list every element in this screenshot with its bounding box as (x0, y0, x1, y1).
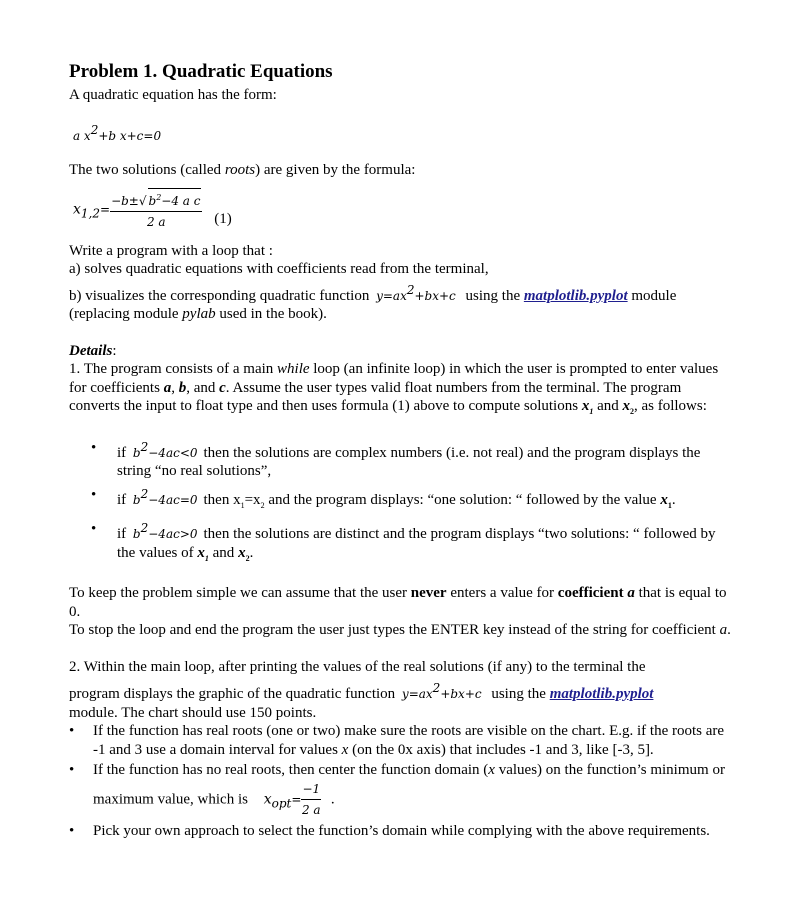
details-label: Details (69, 342, 113, 359)
eq-a: a (73, 128, 81, 143)
p2-func-eq: = (408, 687, 419, 701)
case-1-eqx: =x (244, 491, 261, 508)
p2-func-rest: +bx+c (440, 687, 482, 701)
case-2-if: if (117, 526, 127, 542)
case-1-s1: 1 (240, 500, 245, 510)
case-1-post: and the program displays: “one solution: “ followed by the value (264, 491, 661, 508)
formula-num-pre: −b±√ (111, 193, 147, 208)
simple-never: never (410, 585, 447, 601)
roots-intro-post: ) are given by the formula: (255, 162, 416, 178)
case-1-s2: 2 (260, 500, 265, 510)
case-1-cond: −4ac=0 (148, 492, 198, 507)
func-sq: 2 (406, 282, 415, 297)
intro-text: A quadratic equation has the form: (69, 87, 277, 103)
xopt-fraction (301, 780, 321, 820)
simple-coef-a: a (627, 585, 635, 601)
p1-x2-sub: 2 (629, 407, 634, 416)
case-1-xv: x (660, 491, 668, 508)
bullet-1-pre: If the function has no real roots, then center the function domain ( (93, 762, 489, 778)
case-0-b: b (132, 445, 141, 460)
p1-end: , as follows: (633, 398, 707, 414)
eq-zero: 0 (153, 128, 162, 143)
formula-lhs: x (73, 200, 81, 217)
simple-c: that is equal to 0. (69, 585, 727, 620)
case-zero (117, 485, 734, 516)
p1-x1: x (581, 398, 590, 414)
part2-func-math (402, 679, 482, 704)
xopt-num: −1 (301, 780, 321, 801)
func-y: y (376, 288, 383, 303)
case-2-xb-sub: 2 (245, 553, 250, 563)
case-0-if: if (117, 444, 127, 461)
func-ax: ax (392, 288, 407, 303)
p2-func-ax: ax (418, 687, 433, 701)
p1-coef-b: b (178, 379, 187, 396)
task-func-math (376, 281, 456, 306)
xopt-sub: opt (271, 795, 292, 810)
case-1-pre: then x (203, 491, 241, 508)
case-positive (117, 519, 734, 568)
func-eq: = (382, 288, 393, 303)
case-2-dot: . (249, 544, 254, 561)
roots-word: roots (224, 162, 256, 178)
case-1-b: b (132, 492, 141, 507)
bullet-own-approach: • Pick your own approach to select the function’s domain while complying with the above requirements. (93, 822, 734, 841)
details-heading (69, 342, 734, 361)
formula-rad-b: b (148, 193, 157, 208)
part2-line-2 (69, 679, 734, 704)
p1-comma2: , and (186, 379, 220, 396)
formula-fraction (110, 188, 202, 232)
formula-radical (148, 188, 202, 211)
case-2-xa-sub: 1 (204, 553, 209, 563)
formula-rad-post: −4 a c (161, 193, 201, 208)
p1-x2: x (622, 398, 630, 414)
case-2-and: and (208, 544, 239, 561)
simple-coef: coefficient (557, 585, 628, 601)
case-0-sq: 2 (140, 439, 149, 454)
document-page (69, 61, 734, 842)
eq-equals: = (143, 128, 154, 143)
task-line-3-pre: b) visualizes the corresponding quadratic function (69, 287, 370, 304)
part2-line-3: module. The chart should use 150 points. (69, 704, 317, 721)
formula-denominator: 2 a (146, 215, 166, 229)
case-negative (117, 438, 734, 481)
p1-c: . Assume the user types valid float numbers from the terminal. The program converts the input to float type and then uses formula (1) above to compute solutions (69, 379, 682, 414)
part2-using: using the (491, 686, 546, 702)
eq-x: x (83, 128, 91, 143)
bullet-0-post: (on the 0x axis) that includes -1 and 3, like [-3, 5]. (348, 741, 654, 758)
case-2-xb: x (238, 544, 246, 561)
task-line-4 (69, 305, 734, 324)
xopt-x: x (263, 790, 272, 807)
task-line-2: a) solves quadratic equations with coefficients read from the terminal, (69, 261, 489, 277)
case-2-sq: 2 (140, 521, 149, 535)
p1-comma1: , (171, 379, 179, 396)
task-module: module (631, 287, 677, 304)
case-2-pre: then the solutions are distinct and the program displays “two solutions: “ followed by the values of (117, 526, 716, 561)
case-2-cond: −4ac>0 (148, 527, 198, 541)
domain-bullets (69, 722, 734, 840)
formula-number: (1) (214, 210, 232, 227)
pylab-word: pylab (182, 306, 216, 322)
eq-plus1: + (98, 128, 109, 143)
case-0-text: then the solutions are complex numbers (i.e. not real) and the program displays the string “no real solutions”, (117, 444, 701, 479)
simple-paragraph (69, 584, 734, 621)
task-line-1: Write a program with a loop that : (69, 242, 273, 259)
bullet-1-dot: . (330, 790, 335, 807)
formula-rad-sq: 2 (156, 192, 162, 202)
bullet-1-mid: values) on the function’s minimum or maximum value, which is (93, 762, 725, 807)
task-line-4-pre: (replacing module (69, 306, 183, 322)
formula-eq: = (100, 201, 111, 216)
eq-b: b (108, 128, 117, 143)
task-line-4-post: used in the book). (215, 306, 327, 322)
p1-b: loop (an infinite loop) in which the user is prompted to enter values for coefficients (69, 361, 719, 396)
xopt-den: 2 a (301, 803, 321, 817)
problem-title: Problem 1. Quadratic Equations (69, 61, 333, 82)
eq-x2: x (119, 128, 127, 143)
task-using: using the (465, 287, 521, 304)
case-0-cond: −4ac<0 (148, 445, 198, 460)
stop-end: . (727, 622, 731, 638)
bullet-no-roots (93, 761, 734, 820)
cases-list (69, 438, 734, 569)
eq-sq: 2 (90, 122, 99, 137)
p1-coef-a: a (163, 379, 172, 396)
p2-func-y: y (401, 687, 409, 701)
roots-formula (73, 188, 734, 232)
bullet-1-x: x (488, 762, 495, 778)
p1-and: and (593, 398, 623, 414)
p1-a: 1. The program consists of a main (69, 361, 278, 377)
roots-intro-pre: The two solutions (called (69, 162, 225, 178)
quadratic-form-equation (69, 121, 734, 146)
bullet-0-pre: If the function has real roots (one or two) make sure the roots are visible on the chart. E.g. if the roots are -1 and 3 use a domain interval for values (93, 723, 725, 758)
case-2-b: b (132, 527, 141, 541)
matplotlib-link[interactable]: matplotlib.pyplot (523, 287, 628, 304)
roots-intro (69, 161, 734, 180)
p1-coef-c: c (219, 379, 226, 396)
formula-lhs-sub: 1,2 (80, 205, 100, 220)
case-1-xv-sub: 1 (667, 500, 672, 510)
p1-x1-sub: 1 (589, 407, 594, 416)
bullet-0-x: x (341, 741, 349, 758)
case-1-if: if (117, 491, 127, 508)
simple-a: To keep the problem simple we can assume that the user (69, 585, 411, 601)
p1-while: while (277, 361, 310, 377)
stop-paragraph (69, 621, 734, 640)
bullet-real-roots (93, 722, 734, 759)
simple-b: enters a value for (446, 585, 558, 601)
xopt-eq: = (291, 791, 302, 806)
eq-plus2: + (126, 128, 137, 143)
stop-coef-a: a (719, 622, 728, 638)
details-paragraph-1 (69, 360, 734, 422)
case-1-sq: 2 (140, 486, 149, 501)
func-rest: +bx+c (414, 288, 456, 303)
part2-line-1: 2. Within the main loop, after printing the values of the real solutions (if any) to the terminal the (69, 658, 646, 675)
task-line-3 (69, 281, 734, 306)
case-2-xa: x (197, 544, 205, 561)
details-colon: : (112, 342, 117, 359)
eq-c: c (136, 128, 144, 143)
p2-func-sq: 2 (432, 681, 441, 695)
formula-numerator (110, 188, 202, 213)
matplotlib-link-2[interactable]: matplotlib.pyplot (549, 686, 654, 702)
case-1-dot: . (671, 491, 676, 508)
stop-a: To stop the loop and end the program the user just types the ENTER key instead of the string for coefficient (69, 622, 720, 638)
part2-pre: program displays the graphic of the quadratic function (69, 686, 396, 702)
